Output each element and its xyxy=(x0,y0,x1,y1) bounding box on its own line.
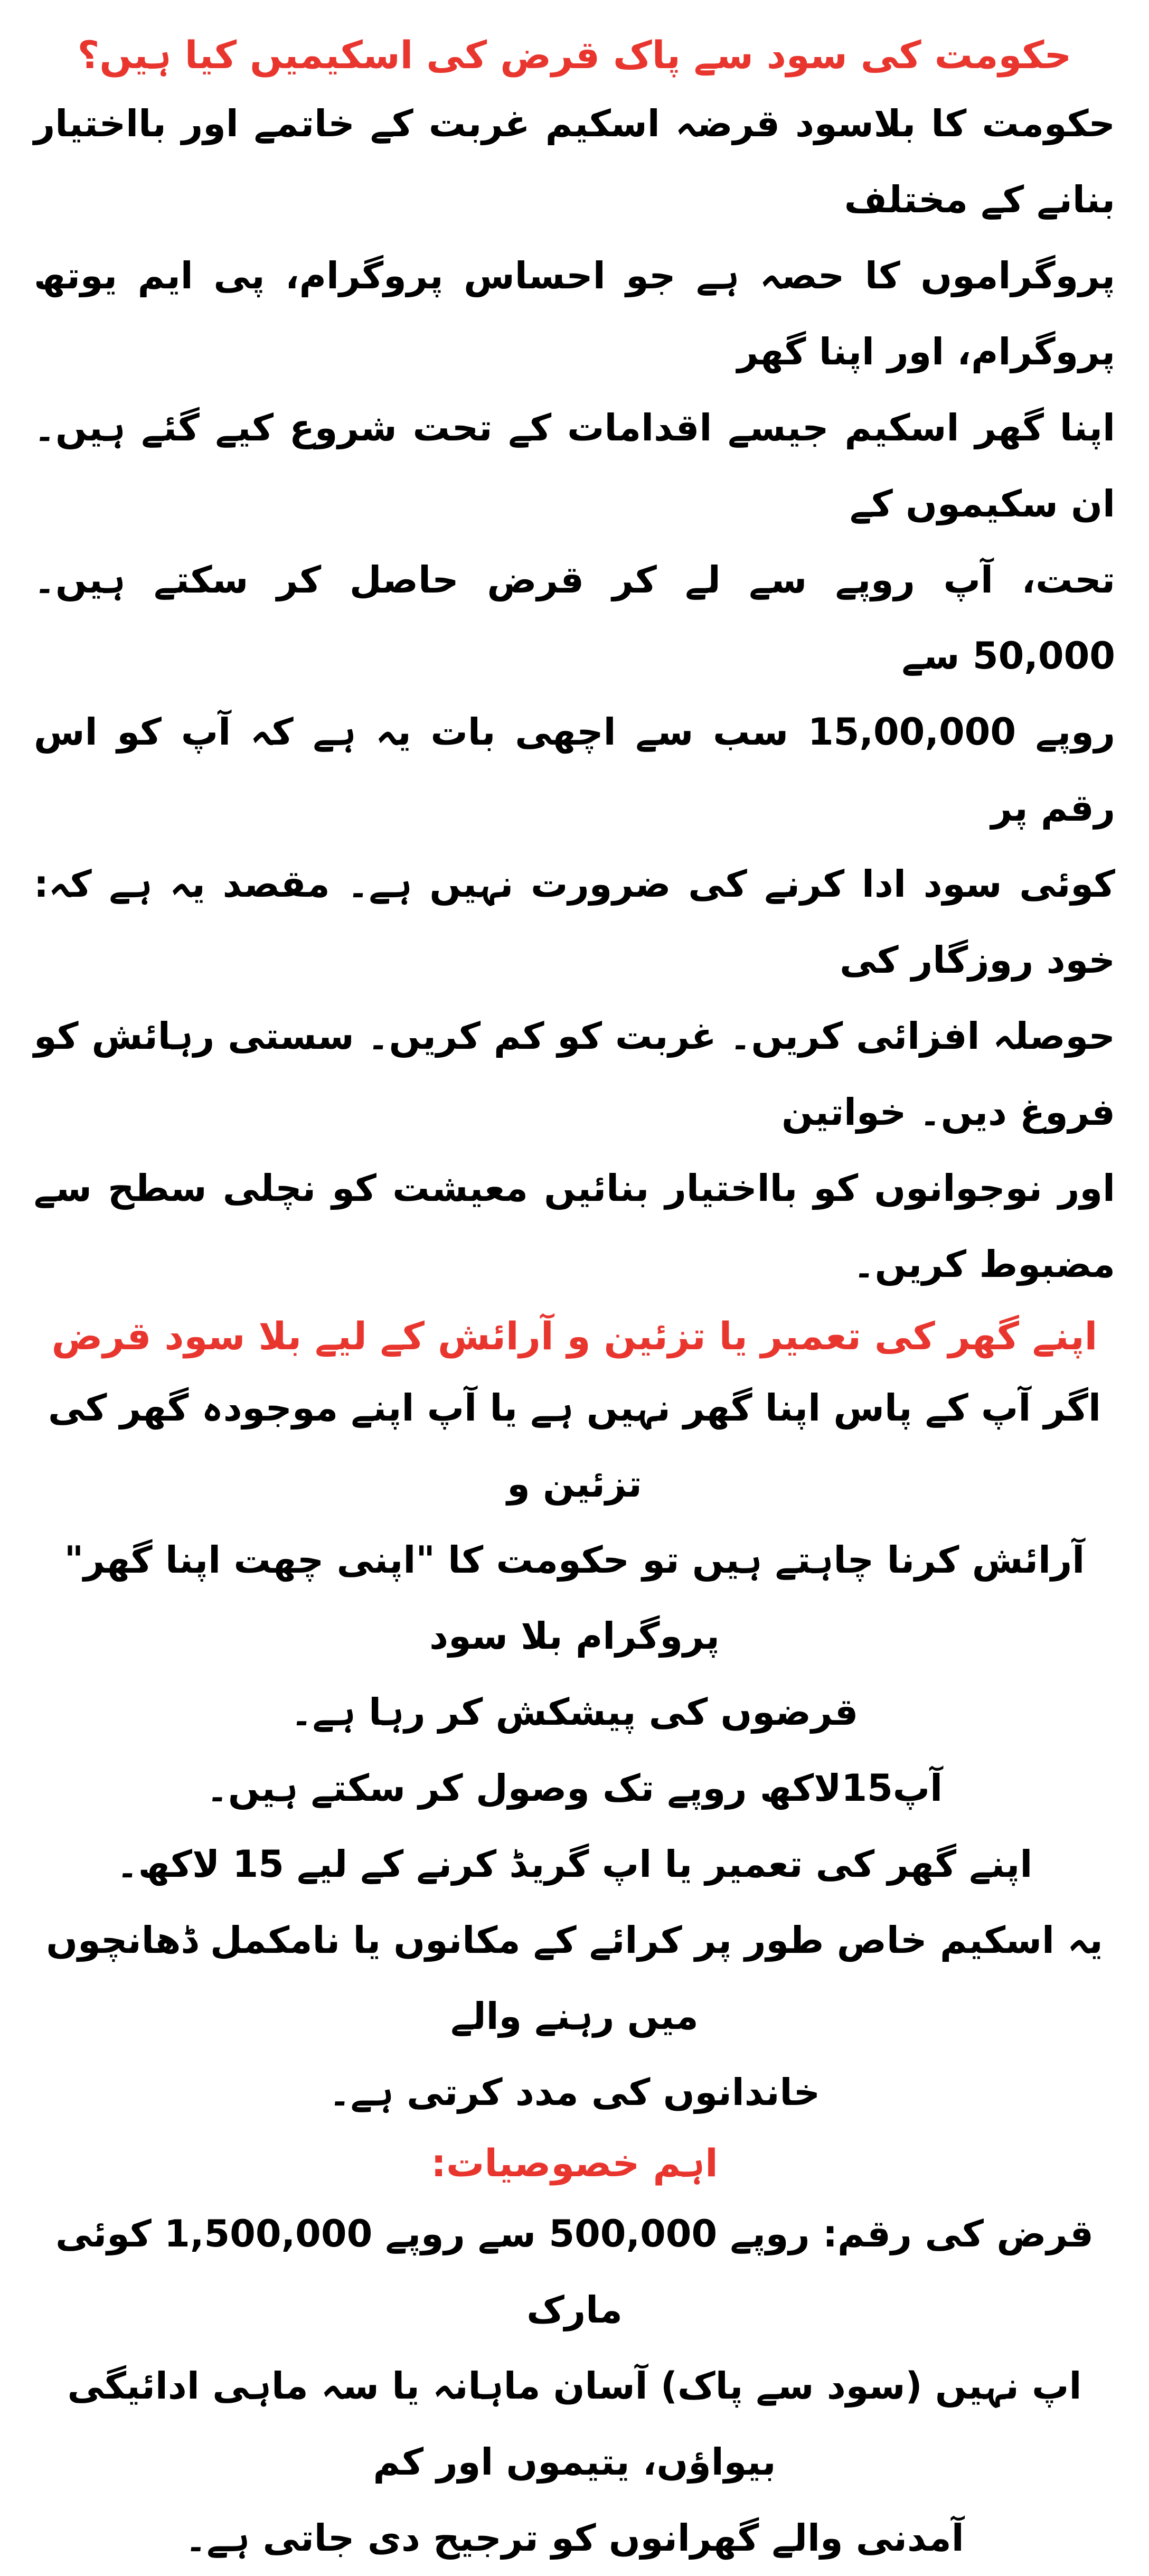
housing-line: خاندانوں کی مدد کرتی ہے۔ xyxy=(328,2071,821,2114)
housing-line: اگر آپ کے پاس اپنا گھر نہیں ہے یا آپ اپنے موجودہ گھر کی تزئین و xyxy=(48,1386,1101,1506)
housing-line: قرضوں کی پیشکش کر رہا ہے۔ xyxy=(290,1690,859,1734)
features-line: اپ نہیں (سود سے پاک) آسان ماہانہ یا سہ ماہی ادائیگی بیواؤں، یتیموں اور کم xyxy=(67,2364,1082,2484)
intro-line: تحت، آپ روپے سے لے کر قرض حاصل کر سکتے ہیں۔ 50,000 سے xyxy=(34,558,1115,678)
intro-line: پروگراموں کا حصہ ہے جو احساس پروگرام، پی ایم یوتھ پروگرام، اور اپنا گھر xyxy=(34,254,1115,373)
intro-line: حوصلہ افزائی کریں۔ غربت کو کم کریں۔ سستی رہائش کو فروغ دیں۔ خواتین xyxy=(34,1014,1115,1134)
intro-line: حکومت کا بلاسود قرضہ اسکیم غربت کے خاتمے اور بااختیار بنانے کے مختلف xyxy=(34,102,1115,221)
features-paragraph xyxy=(34,2196,1115,2576)
features-line: آمدنی والے گھرانوں کو ترجیح دی جاتی ہے۔ xyxy=(185,2516,964,2560)
intro-line: روپے 15,00,000 سب سے اچھی بات یہ ہے کہ آپ کو اس رقم پر xyxy=(34,710,1116,830)
features-heading: اہم خصوصیات: xyxy=(431,2141,718,2185)
housing-paragraph xyxy=(34,1370,1115,2130)
intro-paragraph xyxy=(34,86,1115,1302)
housing-line: یہ اسکیم خاص طور پر کرائے کے مکانوں یا نامکمل ڈھانچوں میں رہنے والے xyxy=(46,1919,1103,2038)
intro-line: کوئی سود ادا کرنے کی ضرورت نہیں ہے۔ مقصد یہ ہے کہ: خود روزگار کی xyxy=(34,862,1115,982)
housing-line: آپ15لاکھ روپے تک وصول کر سکتے ہیں۔ xyxy=(206,1766,943,1810)
housing-line: اپنے گھر کی تعمیر یا اپ گریڈ کرنے کے لیے 15 لاکھ۔ xyxy=(116,1842,1033,1886)
features-line: قرض کی رقم: روپے 500,000 سے روپے 1,500,000 کوئی مارک xyxy=(55,2212,1094,2331)
page-title: حکومت کی سود سے پاک قرض کی اسکیمیں کیا ہیں؟ xyxy=(77,33,1072,77)
section-heading: اپنے گھر کی تعمیر یا تزئین و آرائش کے لیے بلا سود قرض xyxy=(51,1314,1098,1358)
intro-line: اور نوجوانوں کو بااختیار بنائیں معیشت کو نچلی سطح سے مضبوط کریں۔ xyxy=(34,1167,1115,1286)
intro-line: اپنا گھر اسکیم جیسے اقدامات کے تحت شروع کیے گئے ہیں۔ ان سکیموں کے xyxy=(34,406,1115,525)
housing-line: آرائش کرنا چاہتے ہیں تو حکومت کا "اپنی چھت اپنا گھر" پروگرام بلا سود xyxy=(64,1538,1085,1658)
